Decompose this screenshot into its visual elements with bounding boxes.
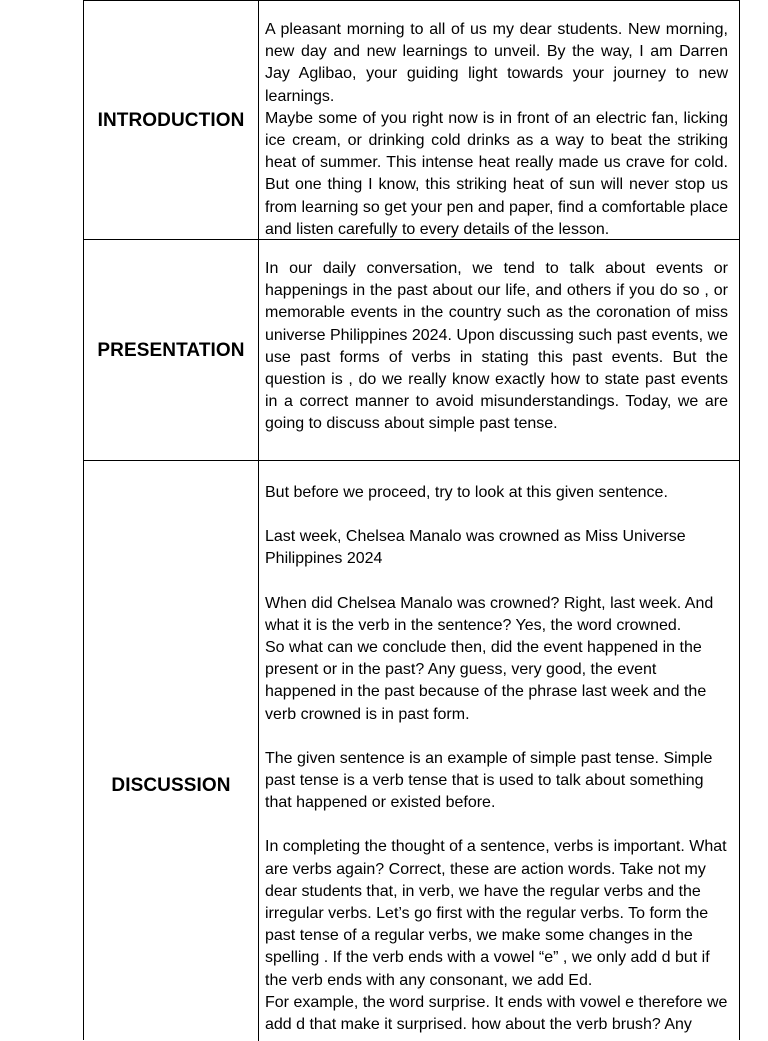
paragraph-gap (265, 571, 728, 593)
discussion-paragraph: So what can we conclude then, did the event happened in the present or in the past? Any guess, very good, the event happened in the past because of the phrase last week and the verb crowned is in past form. (265, 639, 707, 723)
table-row-discussion (84, 460, 739, 1041)
discussion-paragraph: But before we proceed, try to look at this given sentence. (265, 484, 668, 501)
table-row-presentation (84, 239, 739, 461)
discussion-paragraph: Last week, Chelsea Manalo was crowned as Miss Universe Philippines 2024 (265, 528, 686, 568)
presentation-paragraph: In our daily conversation, we tend to talk about events or happenings in the past about our life, and others if you do so , or memorable events in the country such as the coronation of miss universe Philippines 2024. Upon discussing such past events, we use past forms of verbs in stating this past events. But the question is , do we really know exactly how to state past events in a correct manner to avoid misunderstandings. Today, we are going to discuss about simple past tense. (265, 260, 728, 433)
discussion-paragraph: When did Chelsea Manalo was crowned? Right, last week. And what it is the verb in the sentence? Yes, the word crowned. (265, 594, 714, 634)
section-label-discussion: DISCUSSION (84, 461, 259, 1041)
section-content-presentation (265, 258, 728, 436)
paragraph-gap (265, 726, 728, 748)
paragraph-gap (265, 504, 728, 526)
lesson-table (83, 0, 740, 1040)
section-content-introduction (265, 19, 728, 241)
introduction-paragraph: A pleasant morning to all of us my dear students. New morning, new day and new learnings to unveil. By the way, I am Darren Jay Aglibao, your guiding light towards your journey to new learnings. (265, 21, 728, 105)
section-label-presentation: PRESENTATION (84, 240, 259, 461)
discussion-paragraph: The given sentence is an example of simple past tense. Simple past tense is a verb tense that is used to talk about something that happened or existed before. (265, 749, 713, 812)
introduction-paragraph: Maybe some of you right now is in front of an electric fan, licking ice cream, or drinking cold drinks as a way to beat the striking heat of summer. This intense heat really made us crave for cold. But one thing I know, this striking heat of sun will never stop us from learning so get your pen and paper, find a comfortable place and listen carefully to every details of the lesson. (265, 109, 728, 238)
section-label-introduction: INTRODUCTION (84, 1, 259, 240)
paragraph-gap (265, 814, 728, 836)
discussion-paragraph: For example, the word surprise. It ends with vowel e therefore we add d that make it surprised. how about the verb brush? Any (265, 993, 728, 1034)
discussion-paragraph: In completing the thought of a sentence, verbs is important. What are verbs again? Correct, these are action words. Take not my dear students that, in verb, we have the regular verbs and the irregular verbs. Let’s go first with the regular verbs. To form the past tense of a regular verbs, we make some changes in the spelling . If the verb ends with a vowel “e” , we only add d but if the verb ends with any consonant, we add Ed. (265, 838, 727, 989)
table-row-introduction (84, 0, 739, 240)
section-content-discussion (265, 482, 728, 1036)
